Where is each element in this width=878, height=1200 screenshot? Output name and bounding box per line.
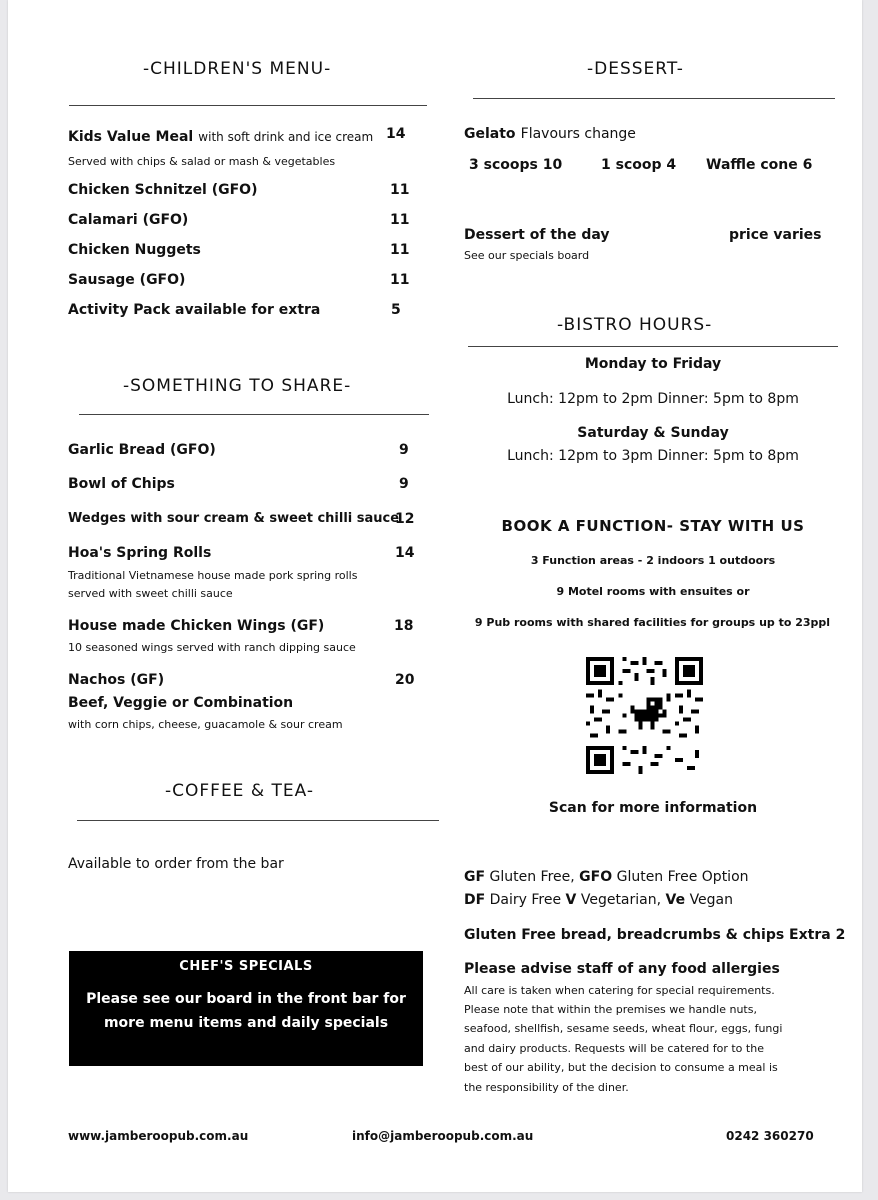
chefs-specials-line: Please see our board in the front bar for (86, 991, 406, 1007)
hours-times: Lunch: 12pm to 3pm Dinner: 5pm to 8pm (507, 448, 799, 464)
hours-days: Monday to Friday (584, 356, 722, 372)
scan-caption: Scan for more information (548, 800, 758, 816)
dessert-item (464, 123, 636, 142)
menu-item-price: 9 (399, 442, 409, 458)
dietary-legend-line (464, 892, 733, 908)
gelato-option: Waffle cone 6 (706, 157, 813, 173)
allergy-title: Please advise staff of any food allergies (464, 961, 780, 977)
email-link[interactable]: info@jamberoopub.com.au (352, 1129, 534, 1143)
allergy-text-line: best of our ability, but the decision to consume a meal is (464, 1061, 778, 1074)
function-line: 3 Function areas - 2 indoors 1 outdoors (530, 554, 776, 567)
menu-item-price: 11 (390, 272, 410, 288)
menu-item-price: 20 (395, 672, 415, 688)
allergy-text-line: seafood, shellfish, sesame seeds, wheat flour, eggs, fungi (464, 1022, 783, 1035)
allergy-text-line: Please note that within the premises we handle nuts, (464, 1003, 757, 1016)
coffee-text: Available to order from the bar (68, 856, 284, 872)
legend-code: GFO (579, 869, 613, 885)
menu-item-name: Wedges with sour cream & sweet chilli sauce (68, 511, 400, 526)
divider (77, 820, 439, 821)
menu-item-note: Traditional Vietnamese house made pork spring rolls (68, 569, 358, 582)
legend-text: Vegetarian, (580, 892, 662, 908)
menu-item-name: Chicken Nuggets (68, 242, 201, 258)
children-menu-heading: -CHILDREN'S MENU- (143, 59, 332, 79)
menu-item-note: served with sweet chilli sauce (68, 587, 233, 600)
menu-item-price: 9 (399, 476, 409, 492)
legend-code: V (565, 892, 577, 908)
legend-text: Gluten Free, (489, 869, 575, 885)
dessert-item-price: price varies (729, 227, 822, 243)
legend-code: DF (464, 892, 486, 908)
menu-item-name: Sausage (GFO) (68, 272, 186, 288)
legend-code: GF (464, 869, 486, 885)
menu-page (8, 0, 862, 1192)
menu-item-price: 11 (390, 212, 410, 228)
menu-item-price: 5 (391, 302, 401, 318)
chefs-specials-title: CHEF'S SPECIALS (179, 959, 313, 974)
menu-item-name: Chicken Schnitzel (GFO) (68, 182, 258, 198)
allergy-text-line: and dairy products. Requests will be catered for to the (464, 1042, 764, 1055)
divider (473, 98, 835, 99)
menu-item-name: Kids Value Meal with soft drink and ice cream (68, 129, 374, 145)
divider (79, 414, 429, 415)
share-heading: -SOMETHING TO SHARE- (123, 376, 352, 396)
website-link[interactable]: www.jamberoopub.com.au (68, 1129, 249, 1143)
menu-item-price: 14 (395, 545, 415, 561)
allergy-text-line: All care is taken when catering for special requirements. (464, 984, 775, 997)
menu-item-note: Served with chips & salad or mash & vegetables (68, 155, 336, 168)
phone-number[interactable]: 0242 360270 (726, 1129, 814, 1143)
menu-item-price: 11 (390, 182, 410, 198)
dessert-heading: -DESSERT- (587, 59, 684, 79)
menu-item-note: 10 seasoned wings served with ranch dipping sauce (68, 641, 356, 654)
dessert-item-name: Gelato (464, 126, 516, 142)
menu-item-name: Nachos (GF) (68, 672, 165, 688)
qr-code-icon[interactable] (586, 657, 703, 774)
gelato-option: 1 scoop 4 (601, 157, 677, 173)
legend-code: Ve (665, 892, 686, 908)
dessert-item-note: See our specials board (464, 249, 590, 262)
menu-item-price: 14 (386, 126, 406, 142)
legend-text: Gluten Free Option (616, 869, 749, 885)
hours-days: Saturday & Sunday (577, 425, 729, 441)
menu-item-name: Calamari (GFO) (68, 212, 189, 228)
divider (468, 346, 838, 347)
menu-item-name: Bowl of Chips (68, 476, 175, 492)
menu-item-price: 12 (395, 511, 415, 527)
allergy-text-line: the responsibility of the diner. (464, 1081, 629, 1094)
coffee-heading: -COFFEE & TEA- (165, 781, 315, 801)
menu-item-note: with corn chips, cheese, guacamole & sour cream (68, 718, 343, 731)
menu-item-price: 18 (394, 618, 414, 634)
function-heading: BOOK A FUNCTION- STAY WITH US (501, 517, 805, 535)
hours-times: Lunch: 12pm to 2pm Dinner: 5pm to 8pm (507, 391, 799, 407)
chefs-specials-box (69, 951, 423, 1066)
dietary-legend-line (464, 869, 749, 885)
legend-text: Vegan (689, 892, 734, 908)
gelato-option: 3 scoops 10 (469, 157, 563, 173)
menu-item-name: Hoa's Spring Rolls (68, 545, 212, 561)
menu-item-price: 11 (390, 242, 410, 258)
menu-item-name: House made Chicken Wings (GF) (68, 618, 325, 634)
dessert-item-name: Dessert of the day (464, 227, 610, 243)
menu-item-name: Garlic Bread (GFO) (68, 442, 216, 458)
gluten-free-extra: Gluten Free bread, breadcrumbs & chips Extra 2 (464, 927, 846, 943)
function-line: 9 Pub rooms with shared facilities for groups up to 23ppl (474, 616, 831, 629)
legend-text: Dairy Free (489, 892, 562, 908)
dessert-item-note: Flavours change (520, 126, 636, 142)
divider (69, 105, 427, 106)
menu-item-name: Activity Pack available for extra (68, 302, 321, 318)
bistro-hours-heading: -BISTRO HOURS- (557, 315, 713, 335)
menu-item-subtitle: Beef, Veggie or Combination (68, 695, 294, 711)
chefs-specials-line: more menu items and daily specials (103, 1015, 389, 1031)
menu-item-extra: with soft drink and ice cream (198, 130, 374, 144)
function-line: 9 Motel rooms with ensuites or (556, 585, 750, 598)
